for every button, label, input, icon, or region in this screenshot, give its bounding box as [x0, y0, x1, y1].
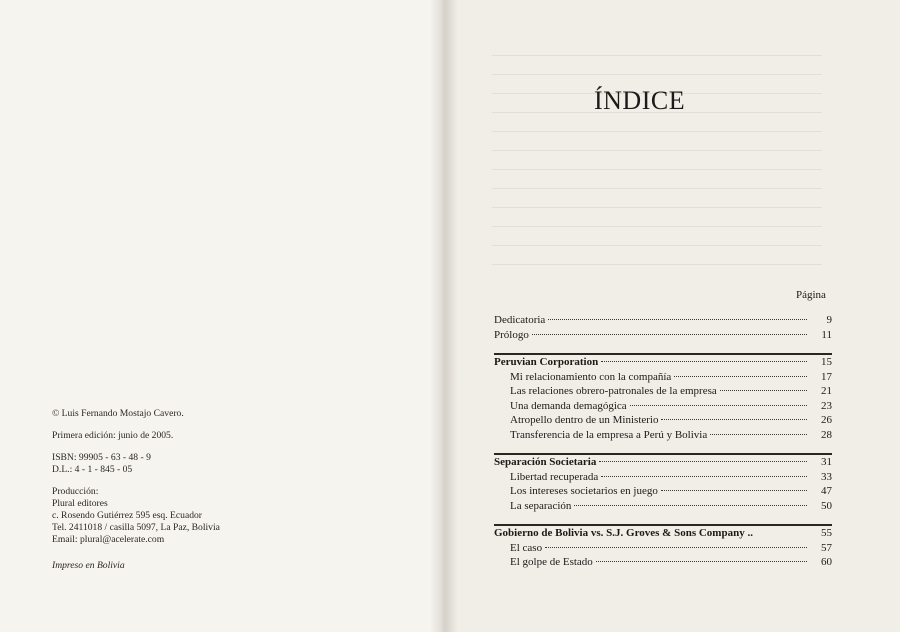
- toc-entry[interactable]: [494, 556, 832, 571]
- page-column-header: Página: [796, 289, 826, 301]
- toc-entry-page: 23: [821, 399, 832, 412]
- toc-heading-peruvian-corporation[interactable]: [494, 356, 832, 371]
- printed-in-line: Impreso en Bolivia: [52, 560, 125, 571]
- toc-entry-page: 21: [821, 385, 832, 397]
- toc-entry-page: 9: [826, 314, 832, 326]
- toc-heading-page: 55: [821, 527, 832, 539]
- dot-leader: [601, 476, 807, 477]
- toc-entry[interactable]: [494, 414, 832, 429]
- toc-heading-label: Peruvian Corporation: [494, 356, 599, 368]
- dot-leader: [545, 547, 807, 548]
- publisher-email: Email: plural@acelerate.com: [52, 534, 165, 545]
- publisher-phone: Tel. 2411018 / casilla 5097, La Paz, Bolivia: [52, 522, 220, 533]
- toc-heading-label: Separación Societaria: [494, 456, 597, 468]
- show-through-lines: [492, 44, 822, 272]
- dot-leader: [661, 490, 807, 491]
- dot-leader: [674, 376, 807, 377]
- toc-heading-label: Gobierno de Bolivia vs. S.J. Groves & Sons Company ..: [494, 527, 753, 539]
- toc-entry-label: Los intereses societarios en juego: [510, 485, 658, 497]
- toc-entry[interactable]: [494, 371, 832, 386]
- toc-entry[interactable]: [494, 500, 832, 515]
- isbn-line: ISBN: 99905 - 63 - 48 - 9: [52, 452, 151, 463]
- left-page: [0, 0, 442, 632]
- publisher-address: c. Rosendo Gutiérrez 595 esq. Ecuador: [52, 510, 202, 521]
- toc-entry-dedicatoria[interactable]: [494, 314, 832, 329]
- dot-leader: [548, 319, 807, 320]
- index-title: ÍNDICE: [594, 86, 686, 115]
- dot-leader: [532, 334, 807, 335]
- dot-leader: [710, 434, 807, 435]
- toc-entry-label: Una demanda demagógica: [510, 399, 627, 412]
- toc-heading-page: 15: [821, 356, 832, 368]
- toc-entry-label: El golpe de Estado: [510, 556, 593, 568]
- toc-entry-label: Libertad recuperada: [510, 470, 599, 483]
- toc-entry-page: 50: [821, 499, 832, 512]
- toc-heading-separacion-societaria[interactable]: [494, 456, 832, 471]
- dot-leader: [630, 405, 807, 406]
- dot-leader: [661, 419, 807, 420]
- toc-entry-page: 33: [821, 470, 832, 483]
- toc-entry-page: 11: [821, 328, 832, 341]
- edition-line: Primera edición: junio de 2005.: [52, 430, 174, 441]
- toc-entry-page: 28: [821, 428, 832, 441]
- dot-leader: [574, 505, 807, 506]
- copyright-line: © Luis Fernando Mostajo Cavero.: [52, 408, 184, 419]
- toc-entry[interactable]: [494, 400, 832, 415]
- imprint-block: [52, 408, 220, 572]
- toc-entry-page: 47: [821, 485, 832, 497]
- toc-entry-label: Las relaciones obrero-patronales de la empresa: [510, 385, 717, 397]
- toc-entry-page: 26: [821, 414, 832, 426]
- toc-entry[interactable]: [494, 471, 832, 486]
- toc-entry-label: La separación: [510, 499, 572, 512]
- toc-entry-page: 17: [821, 370, 832, 383]
- toc-entry-label: Atropello dentro de un Ministerio: [510, 414, 659, 426]
- dot-leader: [601, 361, 807, 362]
- book-gutter: [430, 0, 458, 632]
- toc-entry-label: El caso: [510, 541, 543, 554]
- dot-leader: [599, 461, 807, 462]
- toc-entry-label: Prólogo: [494, 328, 529, 341]
- toc-heading-gobierno-de-bolivia[interactable]: [494, 527, 832, 542]
- toc-entry[interactable]: [494, 542, 832, 557]
- toc-entry-label: Dedicatoria: [494, 314, 546, 326]
- table-of-contents: [494, 314, 832, 571]
- toc-entry-label: Mi relacionamiento con la compañía: [510, 370, 672, 383]
- dot-leader: [596, 561, 807, 562]
- toc-entry[interactable]: [494, 385, 832, 400]
- toc-entry-page: 60: [821, 556, 832, 568]
- toc-entry[interactable]: [494, 429, 832, 444]
- toc-entry-prologo[interactable]: [494, 329, 832, 344]
- toc-heading-page: 31: [821, 456, 832, 468]
- production-label: Producción:: [52, 486, 99, 497]
- toc-entry-label: Transferencia de la empresa a Perú y Bolivia: [510, 428, 708, 441]
- toc-entry-page: 57: [821, 541, 832, 554]
- legal-deposit-line: D.L.: 4 - 1 - 845 - 05: [52, 464, 133, 475]
- publisher-name: Plural editores: [52, 498, 108, 509]
- dot-leader: [720, 390, 807, 391]
- toc-entry[interactable]: [494, 485, 832, 500]
